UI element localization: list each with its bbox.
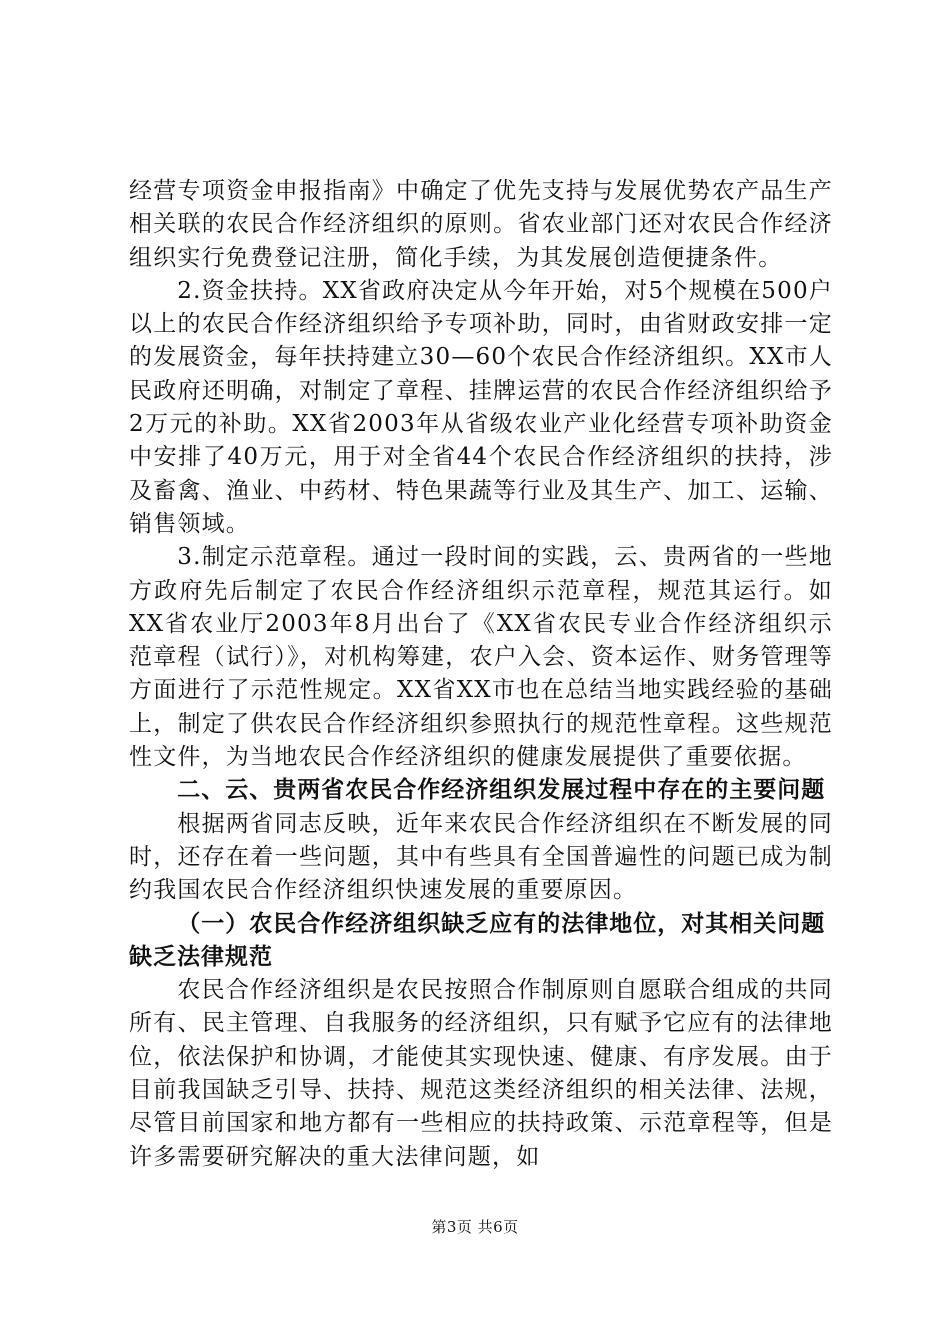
paragraph-continued: 经营专项资金申报指南》中确定了优先支持与发展优势农产品生产相关联的农民合作经济组织的原则。省农业部门还对农民合作经济组织实行免费登记注册，简化手续，为其发展创造便捷条件。	[129, 178, 833, 271]
document-body	[129, 175, 833, 1174]
section-heading-problems: 二、云、贵两省农民合作经济组织发展过程中存在的主要问题	[177, 777, 826, 804]
paragraph-model-charter: 3.制定示范章程。通过一段时间的实践，云、贵两省的一些地方政府先后制定了农民合作经济组织示范章程，规范其运行。如XX省农业厅2003年8月出台了《XX省农民专业合作经济组织示范章程（试行）》，对机构筹建，农户入会、资本运作、财务管理等方面进行了示范性规定。XX省XX市也在总结当地实践经验的基础上，制定了供农民合作经济组织参照执行的规范性章程。这些规范性文件，为当地农民合作经济组织的健康发展提供了重要依据。	[129, 544, 833, 771]
paragraph-problems-intro: 根据两省同志反映，近年来农民合作经济组织在不断发展的同时，还存在着一些问题，其中有些具有全国普遍性的问题已成为制约我国农民合作经济组织快速发展的重要原因。	[129, 810, 833, 904]
subsection-heading-legal-status: （一）农民合作经济组织缺乏应有的法律地位，对其相关问题缺乏法律规范	[129, 910, 826, 970]
page-footer: 第3页 共6页	[431, 1218, 519, 1236]
paragraph-funding-support: 2.资金扶持。XX省政府决定从今年开始，对5个规模在500户以上的农民合作经济组织给予专项补助，同时，由省财政安排一定的发展资金，每年扶持建立30—60个农民合作经济组织。XX市人民政府还明确，对制定了章程、挂牌运营的农民合作经济组织给予2万元的补助。XX省2003年从省级农业产业化经营专项补助资金中安排了40万元，用于对全省44个农民合作经济组织的扶持，涉及畜禽、渔业、中药材、特色果蔬等行业及其生产、加工、运输、销售领域。	[129, 277, 833, 537]
paragraph-legal-status: 农民合作经济组织是农民按照合作制原则自愿联合组成的共同所有、民主管理、自我服务的经济组织，只有赋予它应有的法律地位，依法保护和协调，才能使其实现快速、健康、有序发展。由于目前我国缺乏引导、扶持、规范这类经济组织的相关法律、法规，尽管目前国家和地方都有一些相应的扶持政策、示范章程等，但是许多需要研究解决的重大法律问题，如	[129, 977, 833, 1170]
